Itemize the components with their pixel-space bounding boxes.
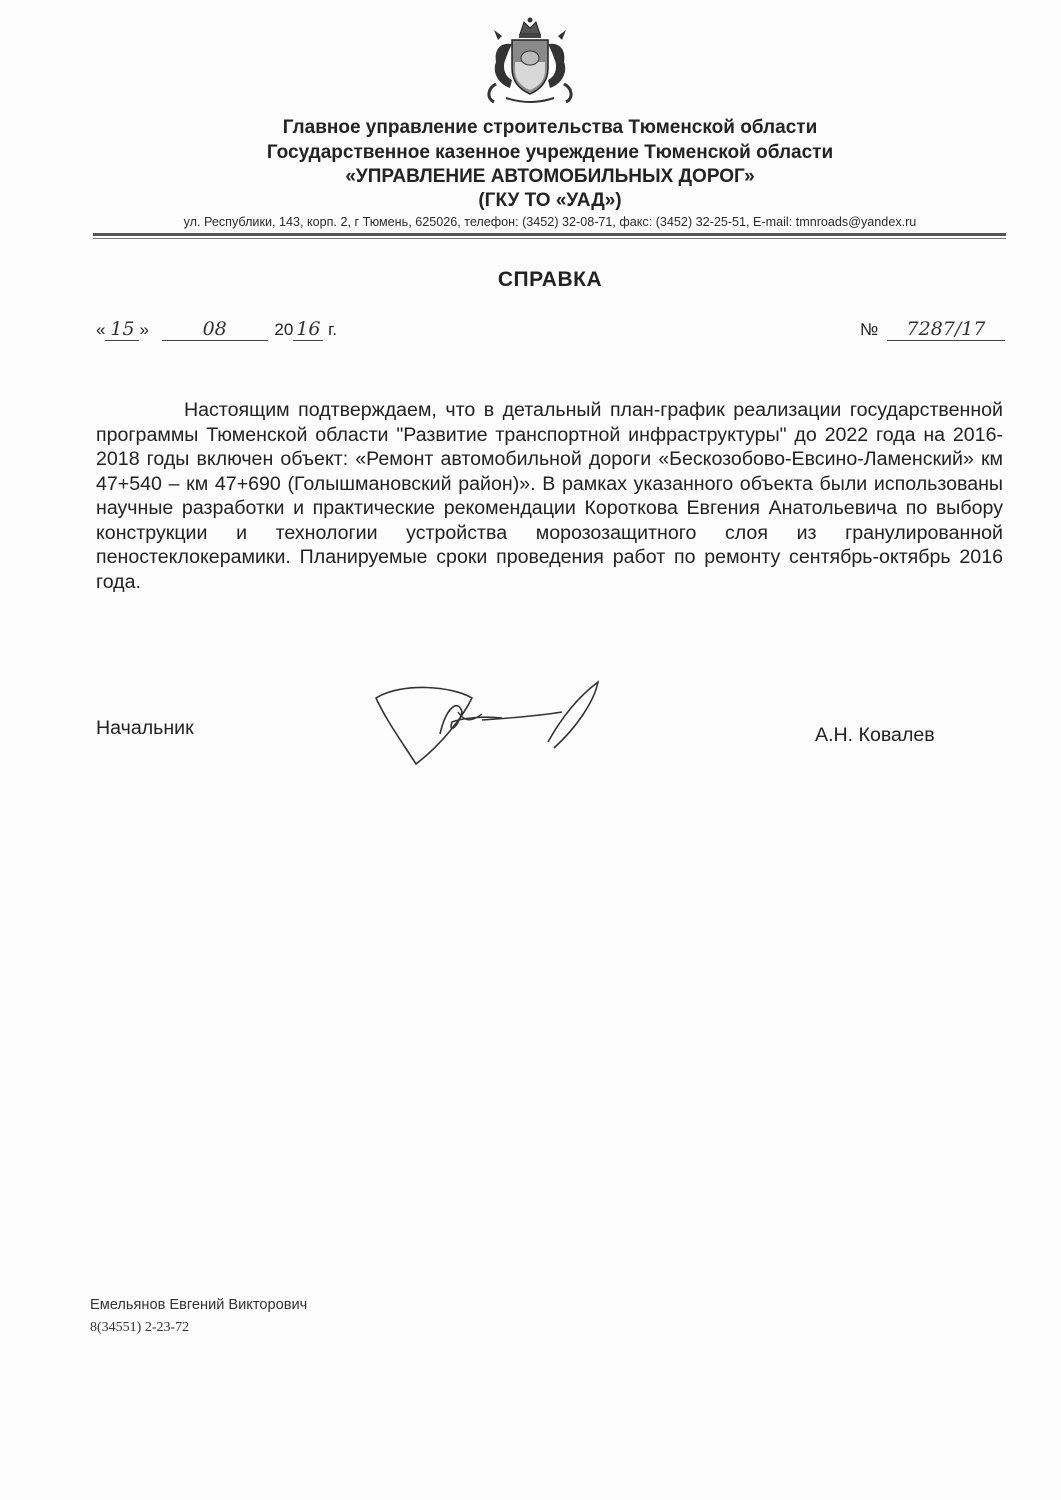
parent-organization: Главное управление строительства Тюменской области <box>282 117 818 138</box>
executor-name: Емельянов Евгений Викторович <box>90 1297 308 1313</box>
executor-phone: 8(34551) 2-23-72 <box>90 1320 190 1335</box>
document-title: СПРАВКА <box>497 268 603 291</box>
date-close-quote: » <box>139 320 149 339</box>
date-day: 15 <box>105 318 139 341</box>
date-year-prefix: 20 <box>274 320 294 339</box>
coat-of-arms-icon <box>482 14 578 108</box>
document-number <box>860 318 1005 341</box>
signer-name: А.Н. Ковалев <box>815 724 935 746</box>
organization-type: Государственное казенное учреждение Тюменской области <box>266 142 834 163</box>
body-paragraph: Настоящим подтверждаем, что в детальный план-график реализации государственной программы Тюменской области "Развитие транспортной инфраструктуры" до 2022 года на 2016-2018 годы включен объект: «Ремонт автомобильной дороги «Бескозобово-Евсино-Ламенский» км 47+540 – км 47+690 (Голышмановский район)». В рамках указанного объекта были использованы научные разработки и практические рекомендации Короткова Евгения Анатольевича по выбору конструкции и технологии устройства морозозащитного слоя из гранулированной пеностеклокерамики. Планируемые сроки проведения работ по ремонту сентябрь-октябрь 2016 года. <box>96 399 1003 593</box>
date-year-suffix: 16 <box>293 318 323 341</box>
handwritten-signature-icon <box>362 672 622 772</box>
organization-name: «УПРАВЛЕНИЕ АВТОМОБИЛЬНЫХ ДОРОГ» <box>345 166 755 187</box>
document-date <box>96 318 337 341</box>
date-month: 08 <box>162 318 268 341</box>
number-label: № <box>860 320 879 339</box>
organization-abbreviation: (ГКУ ТО «УАД») <box>478 190 622 211</box>
number-value: 7287/17 <box>887 318 1005 341</box>
organization-address: ул. Республики, 143, корп. 2, г Тюмень, 625026, телефон: (3452) 32-08-71, факс: (3452) 32-25-51, E-mail: tmnroads@yandex.ru <box>183 215 917 229</box>
date-open-quote: « <box>96 320 106 339</box>
date-year-unit: г. <box>328 320 337 339</box>
document-body <box>96 398 1003 594</box>
header-divider <box>93 233 1006 236</box>
header-divider-thin <box>93 238 1006 239</box>
signer-position: Начальник <box>96 717 194 739</box>
